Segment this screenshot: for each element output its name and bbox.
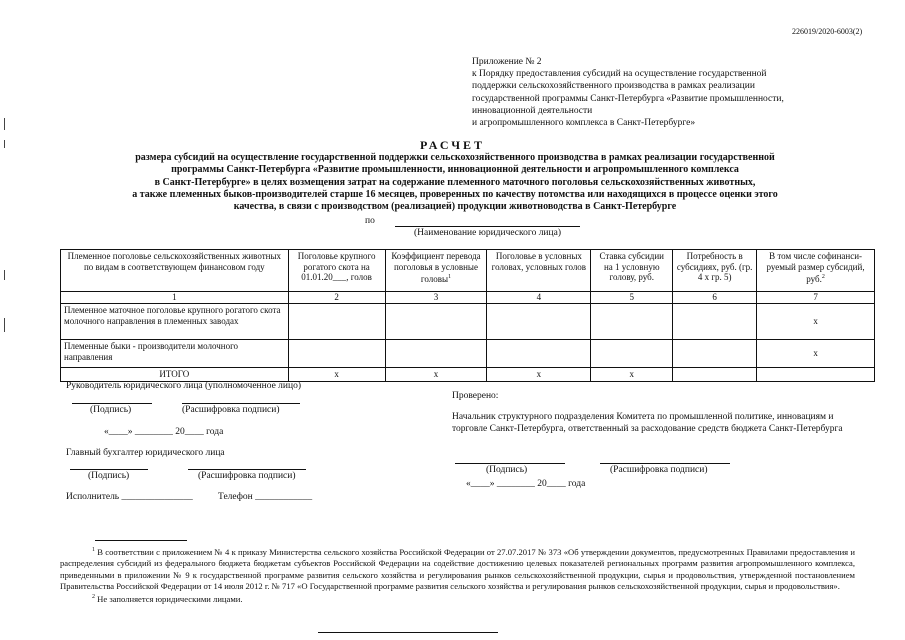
header-col-2: Поголовье крупного рогатого скота на 01.01.20___, голов: [288, 250, 385, 292]
executor-field[interactable]: Исполнитель _______________: [66, 492, 193, 502]
phone-field[interactable]: Телефон ____________: [218, 492, 313, 502]
footnotes: [60, 545, 855, 606]
signature-line[interactable]: [455, 463, 565, 464]
margin-mark: [4, 118, 5, 130]
table-row: [61, 304, 875, 340]
appendix-line: Приложение № 2: [472, 57, 542, 67]
checked-label: Проверено:: [452, 391, 499, 401]
org-name-field[interactable]: [395, 226, 580, 227]
table-cell[interactable]: [385, 304, 487, 340]
row-label: Племенные быки - производители молочного направления: [61, 340, 289, 368]
document-number: 226019/2020-6003(2): [792, 27, 863, 36]
header-col-1: Племенное поголовье сельскохозяйственных животных по видам в соответствующем финансовом году: [61, 250, 289, 292]
table-cell: х: [757, 340, 875, 368]
table-cell: х: [288, 368, 385, 382]
table-cell[interactable]: [673, 304, 757, 340]
chief-label: Начальник структурного подразделения Комитета по промышленной политике, инновациям и торговле Санкт-Петербурга, ответственный за расходование средств бюджета Санкт-Петербурга: [452, 412, 843, 434]
table-row-total: [61, 368, 875, 382]
table-cell[interactable]: [385, 340, 487, 368]
date-field[interactable]: «____» ________ 20____ года: [466, 479, 586, 489]
appendix-block: [472, 56, 852, 129]
col-number: 6: [673, 292, 757, 304]
header-col-4: Поголовье в условных головах, условных голов: [487, 250, 591, 292]
appendix-line: к Порядку предоставления субсидий на осуществление государственной: [472, 69, 767, 80]
signature-caption: (Подпись): [90, 405, 132, 415]
po-label: по: [365, 216, 375, 226]
heading-line: размера субсидий на осуществление государственной поддержки сельскохозяйственного производства в рамках реализации государственной: [135, 152, 775, 163]
table-cell[interactable]: [591, 340, 673, 368]
heading-line: качества, в связи с производством (реализацией) продукции животноводства в Санкт-Петербурге: [233, 201, 677, 213]
col-number: 2: [288, 292, 385, 304]
heading-line: а также племенных быков-производителей старше 16 месяцев, проверенных по качеству потомства или находящихся в процессе оценки этого: [132, 188, 778, 200]
table-cell: х: [591, 368, 673, 382]
row-label: Племенное маточное поголовье крупного рогатого скота молочного направления в племенных заводах: [61, 304, 289, 340]
col-number: 7: [757, 292, 875, 304]
footnote-separator: [95, 540, 187, 541]
margin-mark: [4, 270, 5, 280]
margin-mark: [4, 318, 5, 332]
bottom-line: [318, 632, 498, 633]
table-cell[interactable]: [591, 304, 673, 340]
signature-caption: (Подпись): [486, 465, 528, 475]
accountant-label: Главный бухгалтер юридического лица: [66, 448, 225, 458]
decipher-line[interactable]: [600, 463, 730, 464]
signature-line[interactable]: [72, 403, 152, 404]
heading-line: программы Санкт-Петербурга «Развитие промышленности, инновационной деятельности и агропромышленного комплекса: [171, 164, 739, 176]
table-cell: х: [757, 304, 875, 340]
footnote-2: $^2$ Не заполняется юридическими лицами.: [92, 594, 243, 605]
table-cell[interactable]: [487, 304, 591, 340]
col-number: 1: [61, 292, 289, 304]
header-col-3: Коэффициент перевода поголовья в условные головы$^1$: [385, 250, 487, 292]
decipher-line[interactable]: [188, 469, 306, 470]
col-number: 3: [385, 292, 487, 304]
header-col-7: В том числе софинанси-руемый размер субсидий, руб.$^2$: [757, 250, 875, 292]
page-title: РАСЧЕТ: [419, 138, 486, 152]
head-label: Руководитель юридического лица (уполномоченное лицо): [66, 381, 301, 391]
decipher-caption: (Расшифровка подписи): [610, 465, 708, 475]
col-number: 5: [591, 292, 673, 304]
org-name-caption: (Наименование юридического лица): [414, 228, 561, 238]
table-row: [61, 340, 875, 368]
signature-line[interactable]: [70, 469, 148, 470]
table-cell[interactable]: [673, 368, 757, 382]
total-label: ИТОГО: [61, 368, 289, 382]
decipher-line[interactable]: [182, 403, 300, 404]
appendix-line: государственной программы Санкт-Петербурга «Развитие промышленности,: [472, 93, 784, 104]
table-cell: х: [487, 368, 591, 382]
table-cell[interactable]: [487, 340, 591, 368]
heading-line: в Санкт-Петербурге» в целях возмещения затрат на содержание племенного маточного поголовья сельскохозяйственных животных,: [154, 176, 756, 188]
calculation-table: [60, 249, 875, 382]
col-number: 4: [487, 292, 591, 304]
table-cell[interactable]: [757, 368, 875, 382]
footnote-1: $^1$ В соответствии с приложением № 4 к приказу Министерства сельского хозяйства Российской Федерации от 27.07.2017 № 373 «Об утверждении документов, предусмотренных Правилами предоставления и распределения субсидий из федерального бюджета бюджетам субъектов Российской Федерации на содействие достижению целевых показателей региональных программ развития агропромышленного комплекса, приведенными в приложении № 9 к государственной программе развития сельского хозяйства и регулирования рынков сельскохозяйственной продукции, сырья и продовольствия, утвержденной постановлением Правительства Российской Федерации от 14 июля 2012 г. № 717 «О Государственной программе развития сельского хозяйства и регулирования рынков сельскохозяйственной продукции, сырья и продовольствия».: [60, 546, 855, 592]
signature-caption: (Подпись): [88, 471, 130, 481]
appendix-line: инновационной деятельности: [472, 105, 593, 116]
appendix-line: поддержки сельскохозяйственного производства в рамках реализации: [472, 81, 755, 92]
header-col-5: Ставка субсидии на 1 условную голову, руб.: [591, 250, 673, 292]
table-cell: х: [385, 368, 487, 382]
header-col-6: Потребность в субсидиях, руб. (гр. 4 х гр. 5): [673, 250, 757, 292]
decipher-caption: (Расшифровка подписи): [182, 405, 280, 415]
decipher-caption: (Расшифровка подписи): [198, 471, 296, 481]
table-cell[interactable]: [288, 340, 385, 368]
margin-mark: [4, 140, 5, 148]
table-cell[interactable]: [673, 340, 757, 368]
table-cell[interactable]: [288, 304, 385, 340]
date-field[interactable]: «____» ________ 20____ года: [104, 427, 224, 437]
appendix-line: и агропромышленного комплекса в Санкт-Петербурге»: [472, 118, 696, 129]
document-heading: [60, 152, 850, 213]
